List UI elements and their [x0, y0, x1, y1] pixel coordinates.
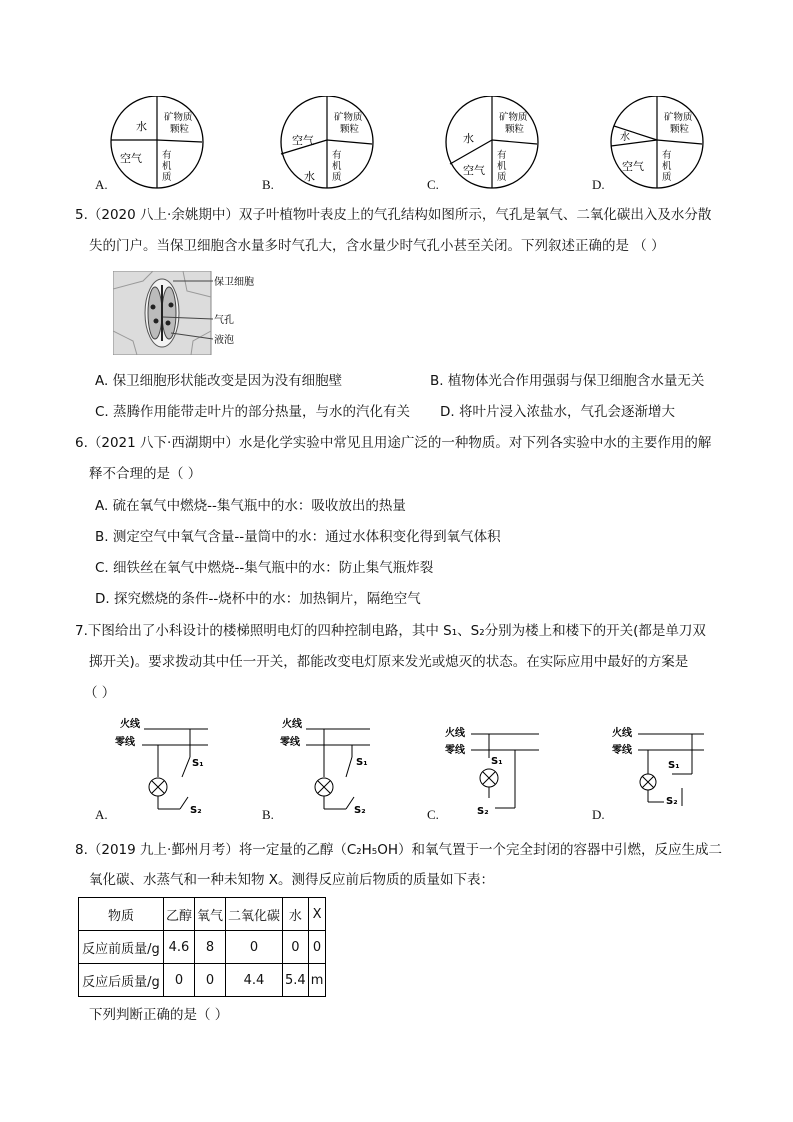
pie-b-organic-3: 质 — [332, 172, 342, 183]
pie-d-organic-3: 质 — [662, 172, 672, 183]
table-row — [79, 931, 326, 964]
table-header-cell: X — [308, 898, 326, 931]
circuit-d-label: D. — [592, 807, 605, 822]
circuit-c — [445, 722, 555, 818]
stoma-label-vacuole: 液泡 — [214, 335, 234, 346]
q6-stem-line1: 6.（2021 八下·西湖期中）水是化学实验中常见且用途广泛的一种物质。对下列各实验中水的主要作用的解 — [75, 435, 712, 451]
q6-option-b: B. 测定空气中氧气含量--量筒中的水：通过水体积变化得到氧气体积 — [95, 529, 501, 545]
pie-c-mineral-1: 矿物质 — [499, 112, 528, 123]
circuit-a-s2: S₂ — [190, 805, 202, 813]
stoma-label-guard-cell: 保卫细胞 — [214, 277, 254, 288]
circuit-d-s1: S₁ — [668, 760, 680, 771]
pie-b-water: 水 — [304, 170, 315, 183]
table-header-cell: 乙醇 — [164, 898, 195, 931]
table-cell: 0 — [195, 964, 226, 997]
pie-c-water: 水 — [463, 132, 474, 145]
circuit-b-s2: S₂ — [354, 805, 366, 813]
table-cell: 0 — [226, 931, 283, 964]
table-cell: 8 — [195, 931, 226, 964]
circuit-d — [612, 722, 722, 818]
pie-c-label: C. — [427, 177, 439, 192]
pie-a-mineral-1: 矿物质 — [164, 112, 193, 123]
q5-option-c: C. 蒸腾作用能带走叶片的部分热量，与水的汽化有关 — [95, 404, 411, 420]
q7-stem-line2: 掷开关)。要求拨动其中任一开关，都能改变电灯原来发光或熄灭的状态。在实际应用中最好的方案是 — [89, 654, 689, 670]
pie-a-label: A. — [95, 177, 108, 192]
table-cell: 0 — [308, 931, 326, 964]
circuit-d-live: 火线 — [612, 728, 632, 739]
table-header-cell: 水 — [283, 898, 309, 931]
pie-d-label: D. — [592, 177, 605, 192]
circuit-a-label: A. — [95, 807, 108, 822]
pie-a-organic-2: 机 — [162, 161, 172, 172]
pie-c-organic-2: 机 — [497, 161, 507, 172]
circuit-a-live: 火线 — [120, 719, 140, 730]
pie-a-water: 水 — [136, 120, 147, 133]
table-header-cell: 氧气 — [195, 898, 226, 931]
pie-d-organic-1: 有 — [662, 150, 672, 161]
pie-a-organic-1: 有 — [162, 150, 172, 161]
table-cell: 4.6 — [164, 931, 195, 964]
circuit-c-neutral: 零线 — [445, 745, 465, 756]
q7-stem-line3: （ ） — [84, 685, 116, 701]
circuit-a-neutral: 零线 — [115, 737, 135, 748]
pie-chart-a — [90, 96, 220, 196]
pie-b-mineral-2: 颗粒 — [340, 124, 360, 135]
table-header-cell: 二氧化碳 — [226, 898, 283, 931]
q6-option-a: A. 硫在氧气中燃烧--集气瓶中的水：吸收放出的热量 — [95, 498, 406, 514]
q8-question: 下列判断正确的是（ ） — [89, 1007, 229, 1023]
circuit-b — [278, 713, 388, 813]
circuit-c-s1: S₁ — [491, 756, 503, 767]
circuit-a — [110, 713, 220, 813]
q6-stem-line2: 释不合理的是（ ） — [89, 466, 202, 482]
pie-chart-d — [590, 96, 720, 196]
pie-c-organic-3: 质 — [497, 172, 507, 183]
mass-table — [78, 897, 326, 997]
pie-d-mineral-2: 颗粒 — [670, 124, 690, 135]
circuit-c-live: 火线 — [445, 728, 465, 739]
circuit-b-neutral: 零线 — [280, 737, 300, 748]
q5-stem-line1: 5.（2020 八上·余姚期中）双子叶植物叶表皮上的气孔结构如图所示，气孔是氧气、二氧化碳出入及水分散 — [75, 207, 712, 223]
pie-chart-b — [260, 96, 390, 196]
pie-d-water: 水 — [620, 132, 630, 143]
pie-b-organic-1: 有 — [332, 150, 342, 161]
q8-stem-line2: 氧化碳、水蒸气和一种未知物 X。测得反应前后物质的质量如下表： — [89, 872, 495, 888]
pie-d-air: 空气 — [622, 160, 644, 173]
table-cell: 5.4 — [283, 964, 309, 997]
stoma-figure — [113, 271, 273, 355]
pie-c-mineral-2: 颗粒 — [505, 124, 525, 135]
table-header-row — [79, 898, 326, 931]
q5-option-d: D. 将叶片浸入浓盐水，气孔会逐渐增大 — [440, 404, 675, 420]
table-cell: 0 — [164, 964, 195, 997]
pie-a-organic-3: 质 — [162, 172, 172, 183]
pie-d-organic-2: 机 — [662, 161, 672, 172]
circuit-c-s2: S₂ — [477, 806, 489, 817]
circuit-c-label: C. — [427, 807, 439, 822]
pie-a-air: 空气 — [120, 152, 142, 165]
q6-option-d: D. 探究燃烧的条件--烧杯中的水：加热铜片，隔绝空气 — [95, 591, 421, 607]
pie-c-organic-1: 有 — [497, 150, 507, 161]
table-cell: 4.4 — [226, 964, 283, 997]
pie-b-label: B. — [262, 177, 274, 192]
pie-b-mineral-1: 矿物质 — [334, 112, 363, 123]
pie-b-organic-2: 机 — [332, 161, 342, 172]
q5-option-b: B. 植物体光合作用强弱与保卫细胞含水量无关 — [430, 373, 705, 389]
circuit-d-neutral: 零线 — [612, 745, 632, 756]
table-cell: 反应前质量/g — [79, 931, 164, 964]
stoma-label-stoma: 气孔 — [214, 315, 234, 326]
table-row — [79, 964, 326, 997]
pie-c-air: 空气 — [463, 164, 485, 177]
pie-b-air: 空气 — [292, 134, 314, 147]
q5-stem-line2: 失的门户。当保卫细胞含水量多时气孔大，含水量少时气孔小甚至关闭。下列叙述正确的是 （ ） — [89, 238, 665, 254]
circuit-d-s2: S₂ — [666, 796, 678, 807]
q8-stem-line1: 8.（2019 九上·鄞州月考）将一定量的乙醇（C₂H₅OH）和氧气置于一个完全封闭的容器中引燃，反应生成二 — [75, 842, 722, 858]
table-header-cell: 物质 — [79, 898, 164, 931]
q7-stem-line1: 7.下图给出了小科设计的楼梯照明电灯的四种控制电路，其中 S₁、S₂分别为楼上和楼下的开关(都是单刀双 — [75, 623, 706, 639]
circuit-b-s1: S₁ — [356, 757, 368, 768]
circuit-a-s1: S₁ — [192, 758, 204, 769]
q6-option-c: C. 细铁丝在氧气中燃烧--集气瓶中的水：防止集气瓶炸裂 — [95, 560, 434, 576]
pie-d-mineral-1: 矿物质 — [664, 112, 693, 123]
circuit-b-live: 火线 — [282, 719, 302, 730]
q5-option-a: A. 保卫细胞形状能改变是因为没有细胞壁 — [95, 373, 343, 389]
pie-a-mineral-2: 颗粒 — [170, 124, 190, 135]
circuit-b-label: B. — [262, 807, 274, 822]
table-cell: 反应后质量/g — [79, 964, 164, 997]
table-cell: 0 — [283, 931, 309, 964]
table-cell: m — [308, 964, 326, 997]
pie-chart-c — [425, 96, 555, 196]
